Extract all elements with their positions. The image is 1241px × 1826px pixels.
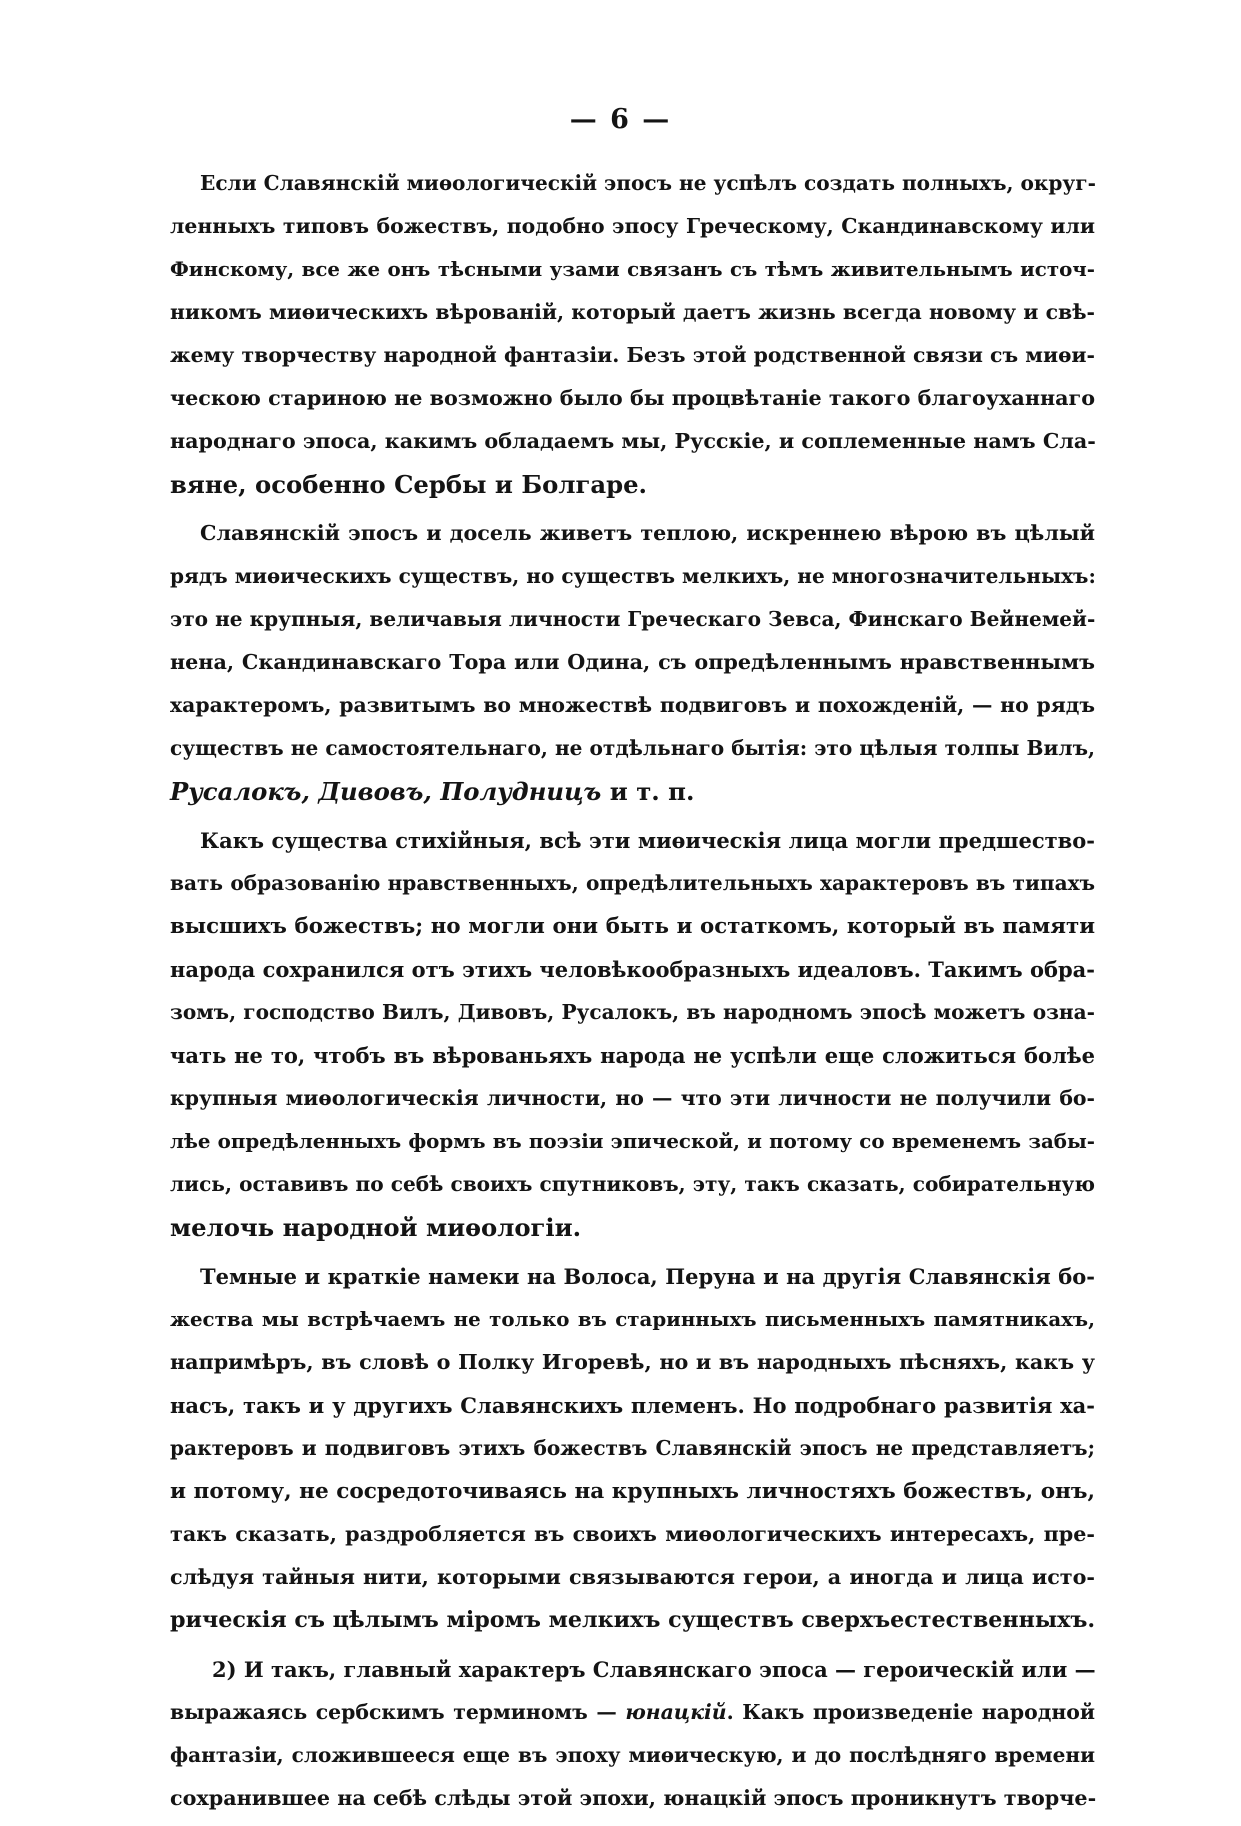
text-line: насъ, такъ и у другихъ Славянскихъ племенъ. Но подробнаго развитія ха- bbox=[170, 1393, 1095, 1418]
text-line: лѣе опредѣленныхъ формъ въ поэзіи эпической, и потому со временемъ забы- bbox=[170, 1129, 1095, 1153]
text-line: никомъ миѳическихъ вѣрованій, который даетъ жизнь всегда новому и свѣ- bbox=[170, 300, 1095, 324]
text-fragment: и т. п. bbox=[601, 777, 695, 806]
text-line: это не крупныя, величавыя личности Греческаго Зевса, Финскаго Вейнемей- bbox=[170, 607, 1096, 631]
paragraph-4 bbox=[170, 1255, 1095, 1642]
italic-names: Русалокъ, Дивовъ, Полудницъ bbox=[170, 777, 602, 806]
text-line: народнаго эпоса, какимъ обладаемъ мы, Русскіе, и соплеменные намъ Сла- bbox=[170, 429, 1096, 453]
text-line: жему творчеству народной фантазіи. Безъ этой родственной связи съ миѳи- bbox=[170, 343, 1095, 367]
text-line: рическія съ цѣлымъ міромъ мелкихъ существъ сверхъестественныхъ. bbox=[170, 1607, 1096, 1633]
text-line bbox=[170, 1691, 1095, 1734]
page-number: — 6 — bbox=[569, 104, 672, 135]
text-line: нена, Скандинавскаго Тора или Одина, съ опредѣленнымъ нравственнымъ bbox=[170, 650, 1095, 674]
text-line: высшихъ божествъ; но могли они быть и остаткомъ, который въ памяти bbox=[170, 914, 1095, 939]
text-line: зомъ, господство Вилъ, Дивовъ, Русалокъ, въ народномъ эпосѣ можетъ озна- bbox=[170, 1000, 1095, 1024]
text-line: существъ не самостоятельнаго, не отдѣльнаго бытія: это цѣлыя толпы Вилъ, bbox=[170, 736, 1095, 760]
italic-term: юнацкій bbox=[625, 1700, 727, 1724]
text-line: вяне, особенно Сербы и Болгаре. bbox=[170, 470, 648, 499]
text-line: рактеровъ и подвиговъ этихъ божествъ Славянскій эпосъ не представляетъ; bbox=[170, 1436, 1095, 1460]
text-line: ленныхъ типовъ божествъ, подобно эпосу Греческому, Скандинавскому или bbox=[170, 214, 1095, 238]
text-line: и потому, не сосредоточиваясь на крупныхъ личностяхъ божествъ, онъ, bbox=[170, 1479, 1095, 1504]
text-line: вать образованію нравственныхъ, опредѣлительныхъ характеровъ въ типахъ bbox=[170, 871, 1095, 895]
text-line: такъ сказать, раздробляется въ своихъ миѳологическихъ интересахъ, пре- bbox=[170, 1522, 1095, 1546]
text-line: народа сохранился отъ этихъ человѣкообразныхъ идеаловъ. Такимъ обра- bbox=[170, 957, 1095, 982]
text-line: Если Славянскій миѳологическій эпосъ не успѣлъ создать полныхъ, округ- bbox=[200, 171, 1096, 195]
paragraph-5 bbox=[170, 1648, 1095, 1820]
text-line: сохранившее на себѣ слѣды этой эпохи, юнацкій эпосъ проникнутъ творче- bbox=[170, 1786, 1097, 1810]
text-line: ческою стариною не возможно было бы процвѣтаніе такого благоуханнаго bbox=[170, 386, 1095, 410]
text-line: жества мы встрѣчаемъ не только въ старинныхъ письменныхъ памятникахъ, bbox=[170, 1307, 1095, 1331]
paragraph-3 bbox=[170, 819, 1095, 1249]
text-line: чать не то, чтобъ въ вѣрованьяхъ народа не успѣли еще сложиться болѣе bbox=[170, 1043, 1095, 1068]
paragraph-1 bbox=[170, 162, 1095, 506]
text-line: характеромъ, развитымъ во множествѣ подвиговъ и похожденій, — но рядъ bbox=[170, 693, 1095, 717]
paragraph-2 bbox=[170, 512, 1095, 813]
text-line: Славянскій эпосъ и досель живетъ теплою, искреннею вѣрою въ цѣлый bbox=[200, 521, 1095, 545]
text-line: мелочь народной миѳологіи. bbox=[170, 1213, 582, 1242]
body-text bbox=[170, 162, 1095, 1826]
text-fragment: . Какъ произведеніе народной bbox=[726, 1700, 1095, 1724]
text-line: Финскому, все же онъ тѣсными узами связанъ съ тѣмъ живительнымъ источ- bbox=[170, 257, 1095, 281]
text-line: слѣдуя тайныя нити, которыми связываются герои, а иногда и лица исто- bbox=[170, 1565, 1095, 1589]
text-line: фантазіи, сложившееся еще въ эпоху миѳическую, и до послѣдняго времени bbox=[170, 1743, 1095, 1767]
text-line: крупныя миѳологическія личности, но — что эти личности не получили бо- bbox=[170, 1086, 1095, 1110]
text-line: напримѣръ, въ словѣ о Полку Игоревѣ, но и въ народныхъ пѣсняхъ, какъ у bbox=[170, 1350, 1095, 1374]
text-line bbox=[170, 770, 1095, 813]
text-fragment: выражаясь сербскимъ терминомъ — bbox=[170, 1700, 626, 1724]
text-line: лись, оставивъ по себѣ своихъ спутниковъ, эту, такъ сказать, собирательную bbox=[170, 1172, 1095, 1196]
text-line: Какъ существа стихійныя, всѣ эти миѳическія лица могли предшество- bbox=[200, 828, 1095, 853]
text-line: 2) И такъ, главный характеръ Славянскаго эпоса — героическій или — bbox=[212, 1657, 1096, 1682]
text-line: рядъ миѳическихъ существъ, но существъ мелкихъ, не многозначительныхъ: bbox=[170, 564, 1096, 588]
text-line: Темные и краткіе намеки на Волоса, Перуна и на другія Славянскія бо- bbox=[200, 1264, 1095, 1289]
